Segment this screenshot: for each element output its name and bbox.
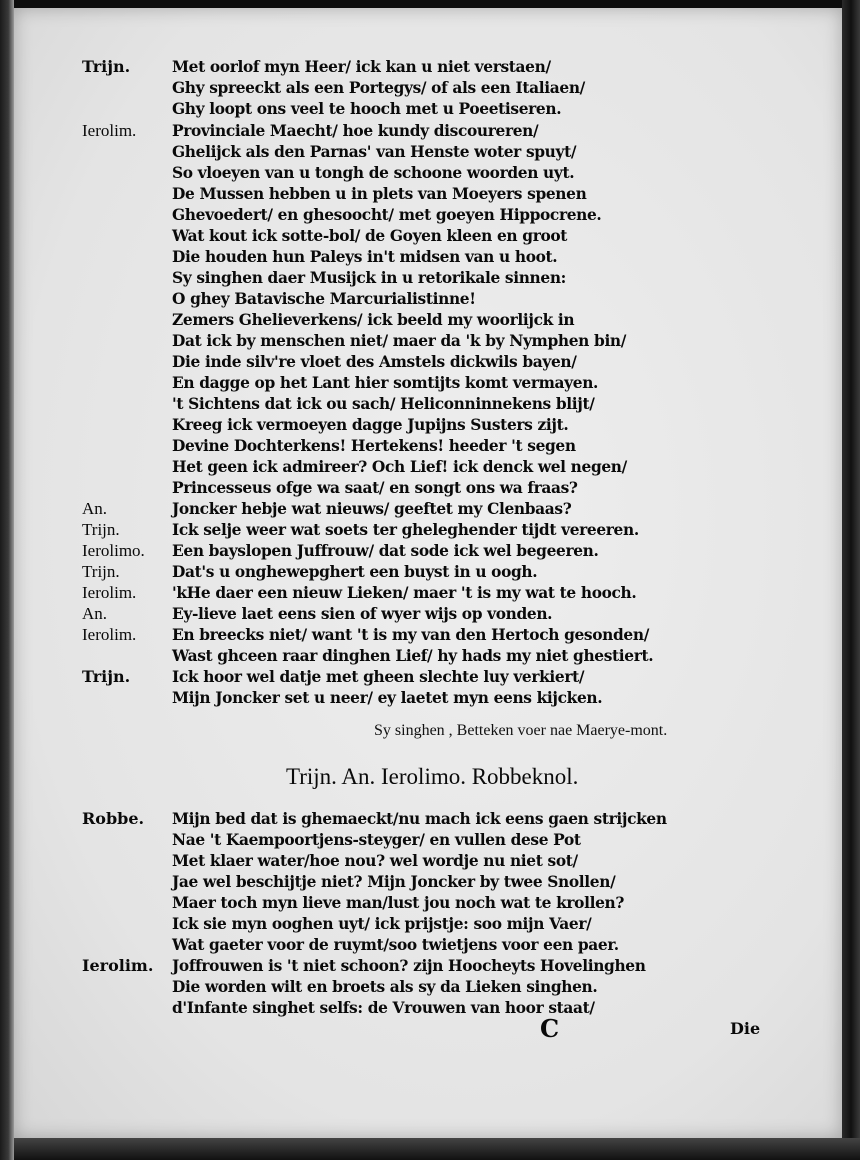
verse-text: De Mussen hebben u in plets van Moeyers spenen xyxy=(172,185,587,203)
verse-text: d'Infante singhet selfs: de Vrouwen van hoor staat/ xyxy=(172,999,595,1017)
verse-text: Ghy spreeckt als een Portegys/ of als een Italiaen/ xyxy=(172,79,585,97)
verse-text: Ick sie myn ooghen uyt/ ick prijstje: soo mijn Vaer/ xyxy=(172,915,592,933)
verse-text: Sy singhen daer Musijck in u retorikale sinnen: xyxy=(172,269,567,287)
verse-text: Ghelijck als den Parnas' van Henste woter spuyt/ xyxy=(172,143,577,161)
verse-text: Met klaer water/hoe nou? wel wordje nu niet sot/ xyxy=(172,852,578,870)
speaker-label: Trijn. xyxy=(82,57,131,76)
verse-text: Mijn bed dat is ghemaeckt/nu mach ick eens gaen strijcken xyxy=(172,810,667,828)
verse-text: Nae 't Kaempoortjens-steyger/ en vullen dese Pot xyxy=(172,831,581,849)
verse-text: Joncker hebje wat nieuws/ geeftet my Clenbaas? xyxy=(172,500,572,518)
verse-text: Met oorlof myn Heer/ ick kan u niet verstaen/ xyxy=(172,58,551,76)
verse-text: Die houden hun Paleys in't midsen van u hoot. xyxy=(172,248,558,266)
verse-text: Maer toch myn lieve man/lust jou noch wat te krollen? xyxy=(172,894,625,912)
verse-text: Kreeg ick vermoeyen dagge Jupijns Susters zijt. xyxy=(172,416,569,434)
book-edge-bottom xyxy=(14,1138,860,1160)
verse-text: Ick selje weer wat soets ter gheleghender tijdt vereeren. xyxy=(172,521,639,539)
verse-text: En breecks niet/ want 't is my van den Hertoch gesonden/ xyxy=(172,626,649,644)
verse-text: Wat kout ick sotte-bol/ de Goyen kleen en groot xyxy=(172,227,568,245)
verse-text: Ick hoor wel datje met gheen slechte luy verkiert/ xyxy=(172,668,585,686)
book-spine-shadow xyxy=(0,0,14,1160)
speaker-label: Trijn. xyxy=(82,667,131,686)
verse-text: So vloeyen van u tongh de schoone woorden uyt. xyxy=(172,164,575,182)
speaker-label: Ierolim. xyxy=(82,956,154,975)
speaker-label: Ierolimo. xyxy=(82,541,145,560)
speaker-label: Ierolim. xyxy=(82,583,137,602)
verse-text: Een bayslopen Juffrouw/ dat sode ick wel begeeren. xyxy=(172,542,599,560)
verse-text: Ey-lieve laet eens sien of wyer wijs op vonden. xyxy=(172,605,553,623)
speaker-label: An. xyxy=(82,604,108,623)
signature-mark: C xyxy=(540,1014,560,1043)
verse-text: Jae wel beschijtje niet? Mijn Joncker by twee Snollen/ xyxy=(172,873,616,891)
speaker-label: An. xyxy=(82,499,108,518)
book-edge-right xyxy=(842,0,860,1160)
verse-text: Joffrouwen is 't niet schoon? zijn Hoocheyts Hovelinghen xyxy=(172,957,646,975)
verse-text: Mijn Joncker set u neer/ ey laetet myn eens kijcken. xyxy=(172,689,603,707)
verse-text: Zemers Ghelieverkens/ ick beeld my woorlijck in xyxy=(172,311,575,329)
verse-text: Die inde silv're vloet des Amstels dickwils bayen/ xyxy=(172,353,577,371)
catchword: Die xyxy=(730,1019,761,1038)
verse-text: O ghey Batavische Marcurialistinne! xyxy=(172,290,476,308)
speaker-label: Trijn. xyxy=(82,520,120,539)
verse-text: Princesseus ofge wa saat/ en songt ons wa fraas? xyxy=(172,479,578,497)
verse-text: Wast ghceen raar dinghen Lief/ hy hads my niet ghestiert. xyxy=(172,647,654,665)
verse-text: Die worden wilt en broets als sy da Lieken singhen. xyxy=(172,978,598,996)
verse-text: Provinciale Maecht/ hoe kundy discoureren/ xyxy=(172,122,539,140)
speaker-label: Ierolim. xyxy=(82,121,137,140)
speaker-label: Trijn. xyxy=(82,562,120,581)
verse-text: 'kHe daer een nieuw Lieken/ maer 't is my wat te hooch. xyxy=(172,584,637,602)
verse-text: Ghy loopt ons veel te hooch met u Poeetiseren. xyxy=(172,100,562,118)
verse-text: Dat's u onghewepghert een buyst in u oogh. xyxy=(172,563,538,581)
speaker-label: Robbe. xyxy=(82,809,145,828)
verse-text: Wat gaeter voor de ruymt/soo twietjens voor een paer. xyxy=(172,936,619,954)
book-page xyxy=(14,8,842,1138)
verse-text: Dat ick by menschen niet/ maer da 'k by Nymphen bin/ xyxy=(172,332,627,350)
speaker-label: Ierolim. xyxy=(82,625,137,644)
verse-text: 't Sichtens dat ick ou sach/ Heliconninnekens blijt/ xyxy=(172,395,595,413)
verse-text: Ghevoedert/ en ghesoocht/ met goeyen Hippocrene. xyxy=(172,206,602,224)
stage-direction: Sy singhen , Betteken voer nae Maerye-mont. xyxy=(374,722,668,739)
verse-text: En dagge op het Lant hier somtijts komt vermayen. xyxy=(172,374,599,392)
verse-text: Het geen ick admireer? Och Lief! ick denck wel negen/ xyxy=(172,458,627,476)
verse-text: Devine Dochterkens! Hertekens! heeder 't segen xyxy=(172,437,576,455)
scene-heading: Trijn. An. Ierolimo. Robbeknol. xyxy=(286,764,579,789)
